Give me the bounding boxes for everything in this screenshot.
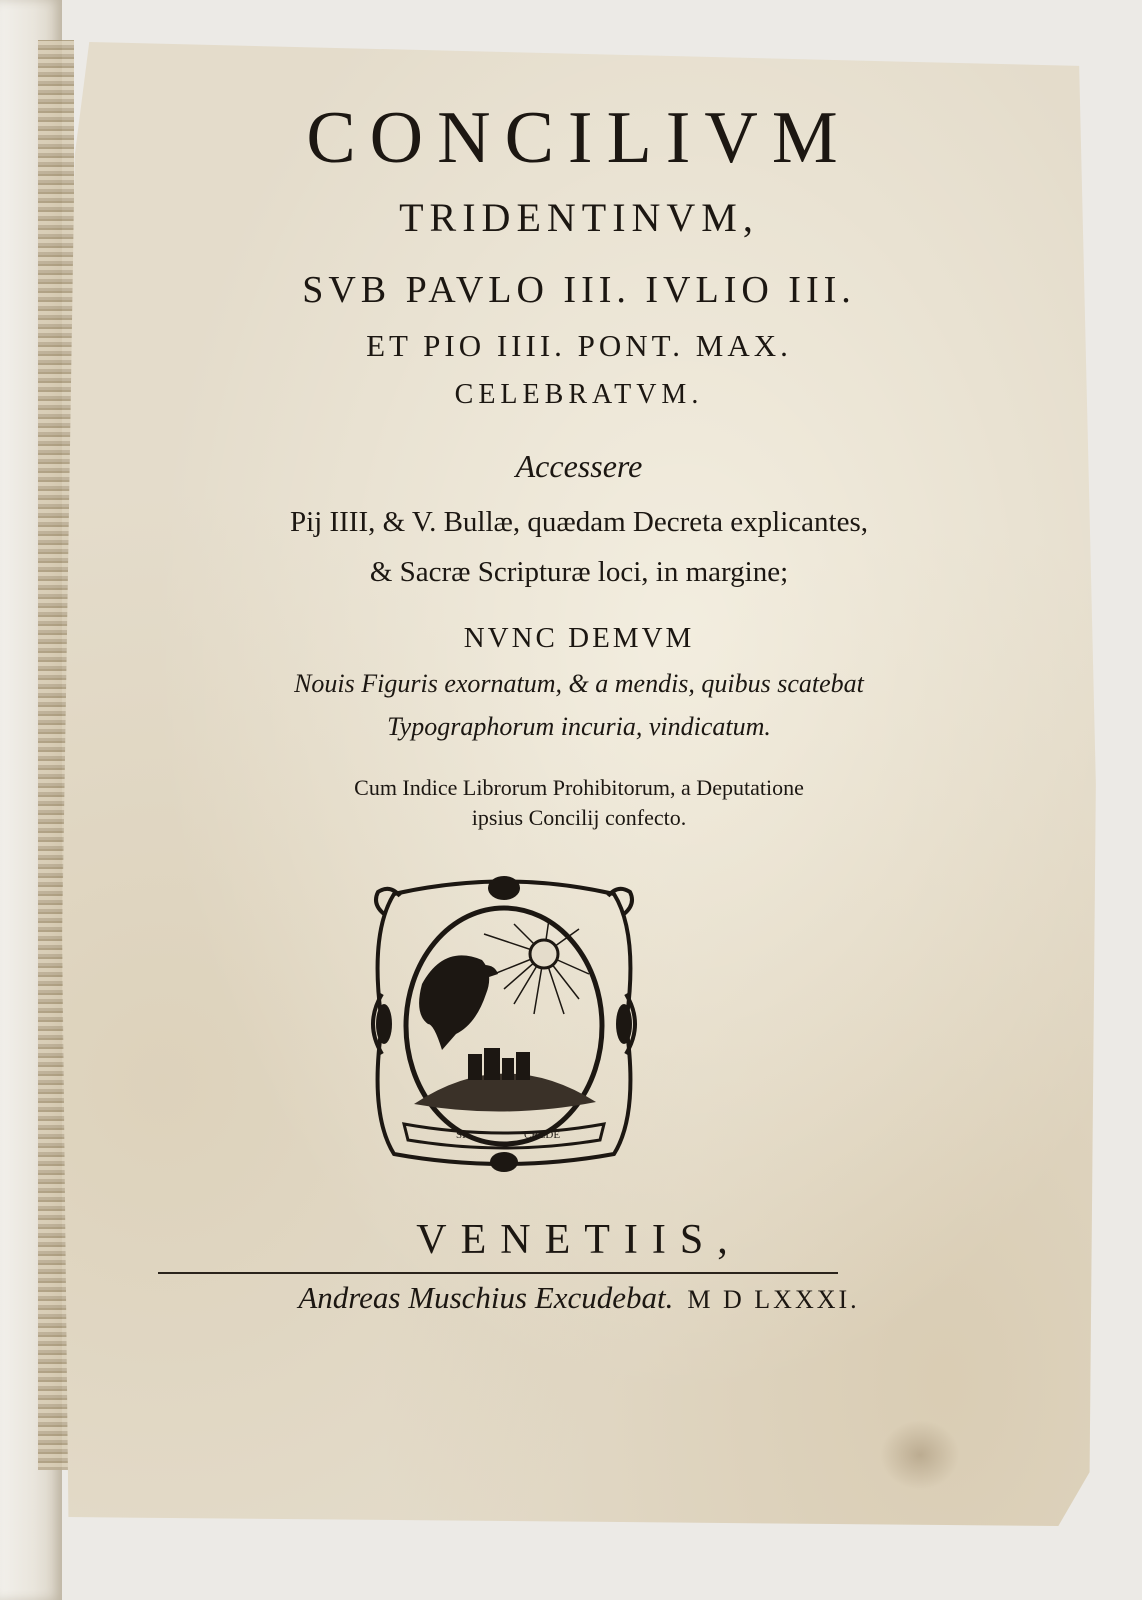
body-line-2: & Sacræ Scripturæ loci, in margine; [369,556,789,588]
imprint-date: M D LXXXI. [687,1285,860,1314]
nunc-demum-heading: NVNC DEMVM [463,622,695,654]
index-line-2: ipsius Concilij confecto. [471,805,687,830]
printer-name: Andreas Muschius Excudebat. [298,1280,674,1315]
title-line-5: CELEBRATVM. [454,379,704,410]
device-motto-left: SIC [456,1129,474,1141]
title-line-3: SVB PAVLO III. IVLIO III. [302,269,856,311]
index-line-1: Cum Indice Librorum Prohibitorum, a Deputatione [354,775,804,800]
imprint-place: VENETIIS, [416,1217,742,1263]
italic-line-2: Typographorum incuria, vindicatum. [387,712,771,741]
italic-line-1: Nouis Figuris exornatum, & a mendis, quibus scatebat [294,669,864,698]
imprint-line [58,1280,1100,1316]
title-line-4: ET PIO IIII. PONT. MAX. [366,328,792,363]
device-motto-right: CREDE [524,1129,561,1141]
imprint-rule [158,1272,838,1274]
title-line-2: TRIDENTINVM, [399,195,759,240]
paper-stain [880,1420,960,1490]
body-line-1: Pij IIII, & V. Bullæ, quædam Decreta explicantes, [289,506,869,538]
printers-device-woodcut [364,874,644,1174]
accessere-heading: Accessere [515,448,643,484]
title-line-1: CONCILIVM [306,97,852,179]
